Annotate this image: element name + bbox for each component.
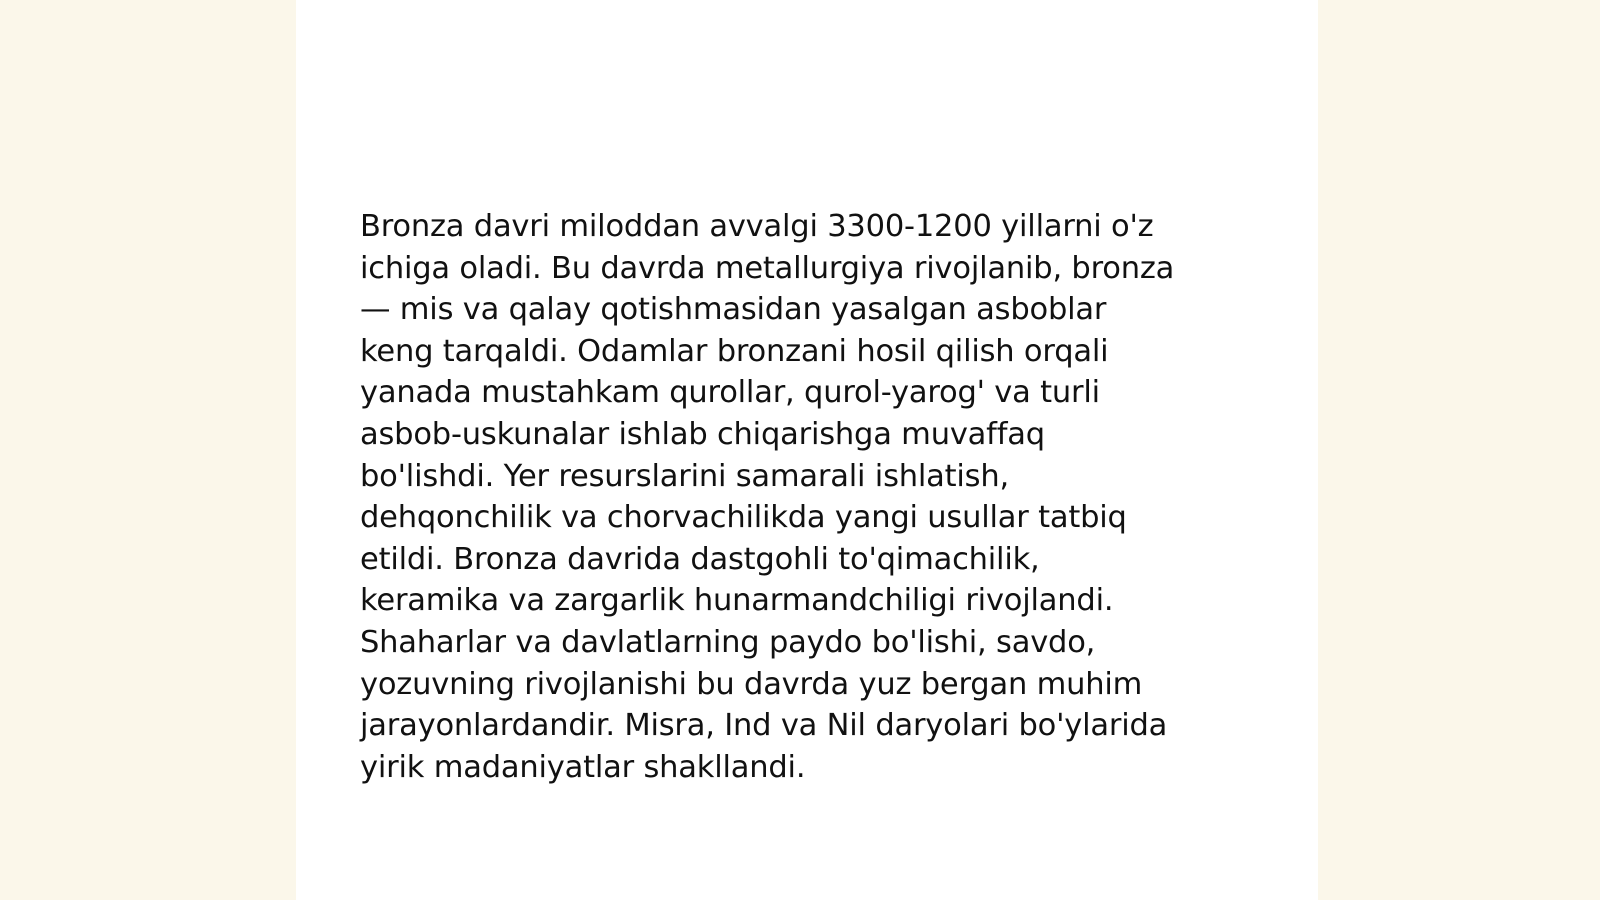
document-page: [296, 0, 1318, 900]
body-paragraph: Bronza davri miloddan avvalgi 3300-1200 yillarni o'z ichiga oladi. Bu davrda metallurgiya rivojlanib, bronza — mis va qalay qotishmasidan yasalgan asboblar keng tarqaldi. Odamlar bronzani hosil qilish orqali yanada mustahkam qurollar, qurol-yarog' va turli asbob-uskunalar ishlab chiqarishga muvaffaq bo'lishdi. Yer resurslarini samarali ishlatish, dehqonchilik va chorvachilikda yangi usullar tatbiq etildi. Bronza davrida dastgohli to'qimachilik, keramika va zargarlik hunarmandchiligi rivojlandi. Shaharlar va davlatlarning paydo bo'lishi, savdo, yozuvning rivojlanishi bu davrda yuz bergan muhim jarayonlardandir. Misra, Ind va Nil daryolari bo'ylarida yirik madaniyatlar shakllandi.: [360, 209, 1175, 785]
